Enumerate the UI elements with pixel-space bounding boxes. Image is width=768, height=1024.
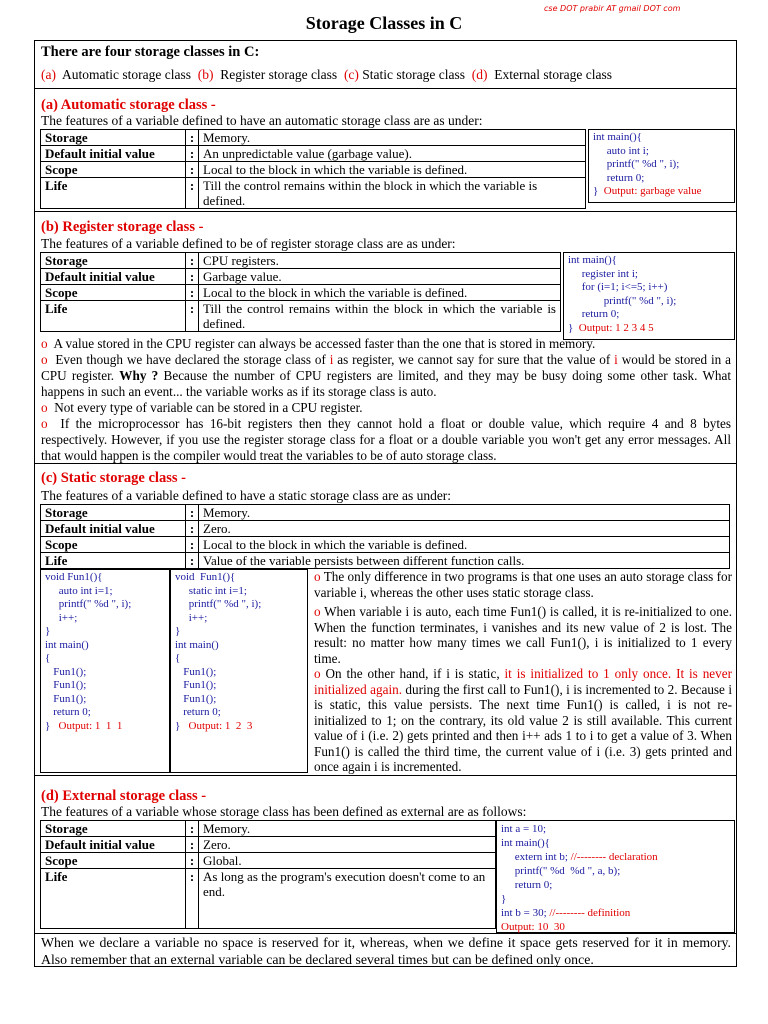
code-line: extern int b; [501,851,568,863]
register-table [40,252,561,332]
static-table [40,504,730,569]
table-row [41,553,730,569]
row-value: Value of the variable persists between different function calls. [199,553,730,569]
code-line: Fun1(); [175,692,217,705]
intro-item-a: Automatic storage class [62,67,191,82]
row-colon: : [186,521,199,537]
row-value: Global. [199,853,496,869]
intro-marker-c: (c) [343,67,359,82]
row-key: Default initial value [41,521,186,537]
code-line: int main(){ [593,131,642,143]
row-value: Local to the block in which the variable is defined. [199,537,730,553]
row-value: Memory. [199,821,496,837]
row-key: Scope [41,162,186,178]
row-colon: : [186,537,199,553]
row-colon: : [186,178,199,209]
external-table [40,820,496,929]
row-colon: : [186,869,199,929]
register-section [35,212,736,464]
row-colon: : [186,837,199,853]
page-title: Storage Classes in C [305,13,463,33]
register-desc: The features of a variable defined to be of register storage class are as under: [41,236,456,251]
code-line: printf(" %d ", i); [593,158,680,170]
external-output: Output: 10 30 [501,921,565,933]
row-colon: : [186,853,199,869]
code-line: return 0; [568,308,620,320]
code-line: Fun1(); [45,692,87,705]
list-item: o On the other hand, if i is static, it is initialized to 1 only once. It is never initialized again. during the first call to Fun1(), i is incremented to 2. Because i is static, this value persists. The next time Fun1() is called, i is not re-initialized to 1; on the contrary, its old value 2 is still available. This current value of i (i.e. 2) gets printed and then i++ ads 1 to i to get a value of 3. When Fun1() is called the third time, the current value of i (i.e. 3) gets printed and once again i is incremented. [314,666,732,774]
code-line: int main() [45,638,89,651]
row-value: Local to the block in which the variable is defined. [199,162,586,178]
row-colon: : [186,146,199,162]
code-comment: //-------- declaration [567,851,658,863]
row-key: Scope [41,285,186,301]
row-key: Default initial value [41,269,186,285]
code-line: return 0; [501,879,553,891]
row-colon: : [186,301,199,332]
code-line: } [501,893,507,905]
auto-section [35,89,736,212]
static-code-auto [40,569,170,773]
code-line: Fun1(); [175,665,217,678]
auto-output: Output: garbage value [598,185,702,197]
row-key: Default initial value [41,837,186,853]
table-row [41,178,586,209]
external-heading: (d) External storage class - [41,788,207,804]
row-colon: : [186,253,199,269]
code-comment: //-------- definition [546,907,631,919]
code-line: static int i=1; [175,584,247,597]
code-line: i++; [175,611,208,624]
list-item: o If the microprocessor has 16-bit registers then they cannot hold a float or double value, which require 4 and 8 bytes respectively. However, if you use the register storage class for a float or a double variable you won't get any error messages. All that would happen is the compiler would treat the variables to be of auto storage class. [41,416,731,463]
code-line: return 0; [45,706,91,718]
intro-list [41,67,612,83]
static-code-static [170,569,308,773]
code-line: return 0; [593,171,645,184]
row-value: Memory. [199,505,730,521]
table-row [41,269,561,285]
code-line: { [45,652,51,664]
code-line: int a = 10; [501,823,547,835]
code-line: register int i; [568,267,638,280]
table-row [41,505,730,521]
register-heading: (b) Register storage class - [41,219,204,235]
list-item: o When variable i is auto, each time Fun1() is called, it is re-initialized to one. When the function terminates, i vanishes and its new value of 2 is lost. The result: no matter how many times we call Fun1(), i is initialized to 1 every time. [314,604,732,666]
auto-desc: The features of a variable defined to have an automatic storage class are as under: [41,113,483,128]
row-colon: : [186,553,199,569]
code-line: auto int i; [593,144,649,157]
row-value: An unpredictable value (garbage value). [199,146,586,162]
code-line: } [568,321,574,334]
table-row [41,853,496,869]
external-code-block [496,820,735,933]
intro-marker-a: (a) [41,67,56,82]
auto-heading: (a) Automatic storage class - [41,97,216,113]
row-value: As long as the program's execution doesn't come to an end. [199,869,496,929]
intro-section [35,41,736,89]
static-desc: The features of a variable defined to have a static storage class are as under: [41,488,452,503]
table-row [41,837,496,853]
code-line: { [175,652,181,664]
row-key: Storage [41,821,186,837]
code-line: auto int i=1; [45,584,113,597]
code-line: void Fun1(){ [45,571,103,583]
code-line: printf(" %d ", i); [175,598,262,610]
row-key: Life [41,178,186,209]
row-key: Scope [41,537,186,553]
code-line: Fun1(); [175,679,217,691]
code-line: int main(){ [501,837,550,849]
code-line: } [45,625,51,637]
row-value: Till the control remains within the block in which the variable is defined. [199,178,586,209]
table-row [41,301,561,332]
register-code-block [563,252,735,340]
row-colon: : [186,130,199,146]
code-line: return 0; [175,706,221,718]
table-row [41,821,496,837]
code-line: int main(){ [568,254,617,266]
intro-item-d: External storage class [494,67,612,82]
code-line: } [45,719,51,732]
row-key: Life [41,301,186,332]
code-line: printf(" %d ", i); [45,598,132,610]
row-colon: : [186,285,199,301]
row-colon: : [186,269,199,285]
code-line: Fun1(); [45,679,87,691]
code-line: } [175,719,181,732]
document-frame [34,40,737,967]
table-row [41,521,730,537]
list-item: o A value stored in the CPU register can always be accessed faster than the one that is stored in memory. [41,336,596,351]
auto-table [40,129,586,209]
external-footer-note: When we declare a variable no space is reserved for it, whereas, when we define it space gets reserved for it in memory. Also remember that an external variable can be declared several times but can be defined only once. [41,935,731,967]
row-value: Zero. [199,837,496,853]
static-section [35,464,736,776]
row-colon: : [186,162,199,178]
code-line: printf(" %d %d ", a, b); [501,865,621,877]
table-row [41,146,586,162]
static-explanation [314,569,732,775]
table-row [41,285,561,301]
intro-heading: There are four storage classes in C: [41,44,260,60]
static-output-auto: Output: 1 1 1 [50,719,123,732]
list-item: o Even though we have declared the storage class of i as register, we cannot say for sure that the value of i would be stored in a CPU register. Why ? Because the number of CPU registers are limited, and they may be busy doing some other task. What happens in such an event... the variable works as if its storage class is auto. [41,352,732,399]
external-desc: The features of a variable whose storage class has been defined as external are as follows: [41,804,527,819]
row-value: Local to the block in which the variable is defined. [199,285,561,301]
row-value: CPU registers. [199,253,561,269]
row-value: Garbage value. [199,269,561,285]
code-line: int main() [175,638,219,651]
intro-item-c: Static storage class [362,67,466,82]
table-row [41,130,586,146]
external-section [35,776,736,966]
row-key: Life [41,553,186,569]
author-email: cse DOT prabir AT gmail DOT com [544,4,681,13]
list-item: o The only difference in two programs is that one uses an auto storage class for variable i, whereas the other uses static storage class. [314,569,732,600]
code-line: } [175,625,181,637]
row-key: Storage [41,253,186,269]
row-key: Default initial value [41,146,186,162]
row-value: Memory. [199,130,586,146]
table-row [41,537,730,553]
static-output-static: Output: 1 2 3 [180,719,253,732]
list-item: o Not every type of variable can be stored in a CPU register. [41,400,363,415]
code-line: Fun1(); [45,665,87,678]
table-row [41,162,586,178]
row-key: Storage [41,505,186,521]
code-line: } [593,185,599,197]
intro-marker-d: (d) [471,67,488,82]
row-key: Storage [41,130,186,146]
row-value: Zero. [199,521,730,537]
static-heading: (c) Static storage class - [41,470,186,486]
register-notes [41,336,731,464]
code-line: printf(" %d ", i); [568,294,677,307]
table-row [41,253,561,269]
row-colon: : [186,505,199,521]
intro-marker-b: (b) [197,67,214,82]
code-line: i++; [45,611,78,624]
row-value: Till the control remains within the block in which the variable is defined. [199,301,561,332]
intro-item-b: Register storage class [220,67,338,82]
row-key: Scope [41,853,186,869]
code-line: for (i=1; i<=5; i++) [568,281,668,293]
table-row [41,869,496,929]
code-line: int b = 30; [501,907,547,919]
register-output: Output: 1 2 3 4 5 [573,321,654,334]
row-colon: : [186,821,199,837]
code-line: void Fun1(){ [175,571,236,583]
row-key: Life [41,869,186,929]
auto-code-block [588,129,735,203]
